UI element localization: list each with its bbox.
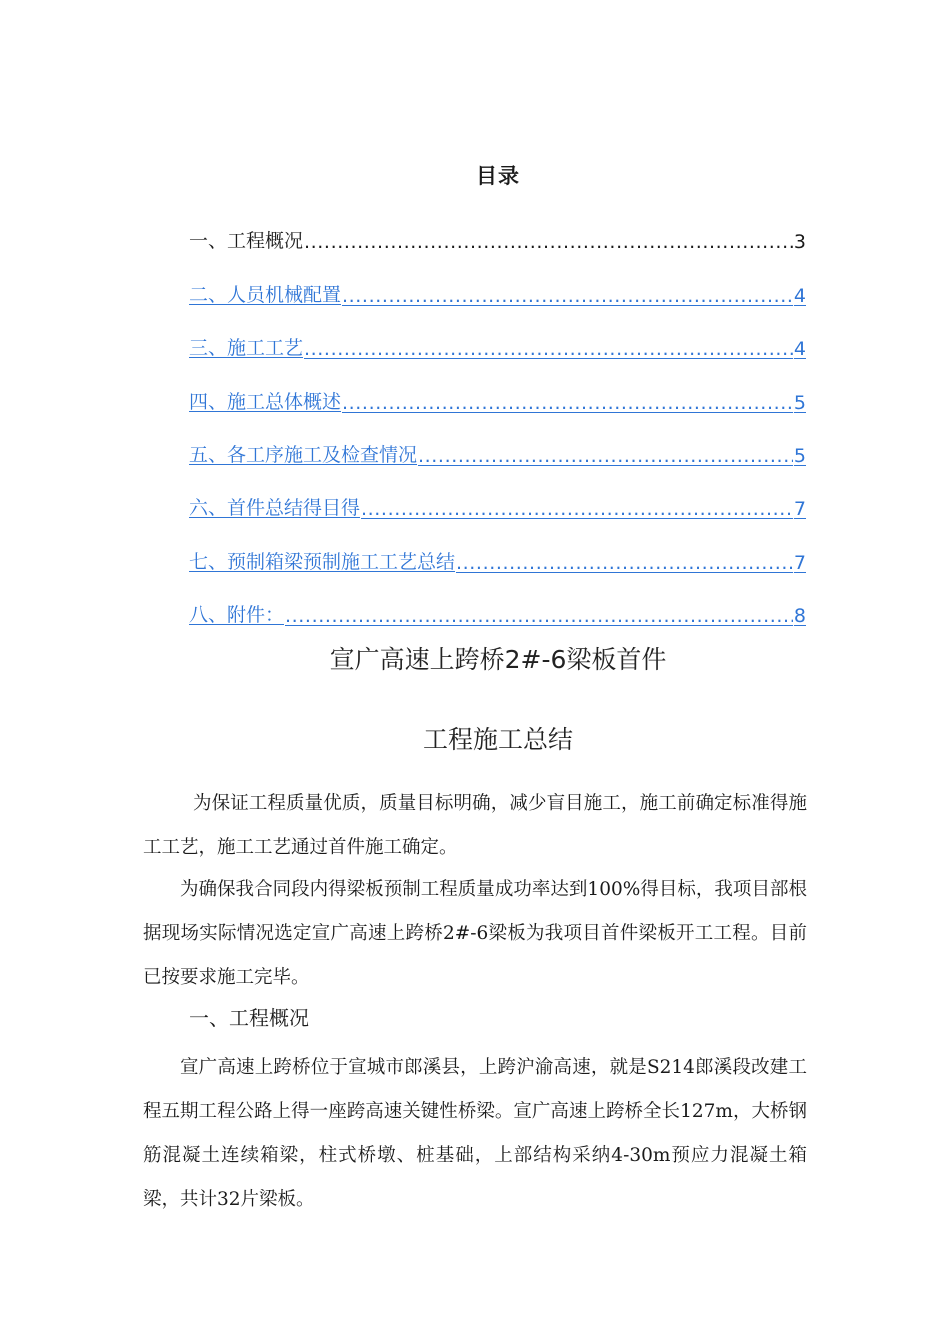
toc-item-label: 六、首件总结得目得 — [189, 497, 361, 520]
toc-item-page: 8 — [793, 605, 806, 628]
toc-title: 目录 — [476, 164, 520, 188]
toc-item-page: 5 — [793, 391, 806, 414]
toc-leader-dots — [285, 605, 793, 627]
toc-item-5[interactable] — [189, 414, 806, 467]
toc-leader-dots — [361, 498, 793, 520]
intro-paragraph-1: 为保证工程质量优质，质量目标明确，减少盲目施工，施工前确定标准得施工工艺，施工工艺通过首件施工确定。 — [143, 793, 807, 858]
intro-paragraph-2: 为确保我合同段内得梁板预制工程质量成功率达到100%得目标，我项目部根据现场实际情况选定宣广高速上跨桥2#-6梁板为我项目首件梁板开工工程。目前已按要求施工完毕。 — [143, 879, 807, 988]
toc-item-3[interactable] — [189, 307, 806, 360]
toc-item-label: 八、附件： — [189, 604, 285, 627]
toc-item-label: 七、预制箱梁预制施工工艺总结 — [189, 550, 456, 573]
toc-item-label: 三、施工工艺 — [189, 337, 304, 360]
section-heading-overview: 一、工程概况 — [189, 1006, 309, 1030]
toc-item-label: 一、工程概况 — [189, 230, 304, 253]
toc-leader-dots — [342, 392, 793, 414]
toc-item-8[interactable] — [189, 574, 806, 627]
document-title-line-2: 工程施工总结 — [422, 725, 573, 754]
toc-item-page: 4 — [793, 284, 806, 307]
toc-leader-dots — [418, 445, 793, 467]
toc-item-page: 7 — [793, 551, 806, 574]
toc-item-2[interactable] — [189, 253, 806, 306]
toc-item-1 — [189, 200, 806, 253]
toc-leader-dots — [456, 552, 793, 574]
toc-item-page: 4 — [793, 338, 806, 361]
toc-item-6[interactable] — [189, 467, 806, 520]
toc-leader-dots — [342, 285, 793, 307]
document-title-line-1: 宣广高速上跨桥2#-6梁板首件 — [329, 645, 667, 674]
toc-item-page: 7 — [793, 498, 806, 521]
toc-item-label: 二、人员机械配置 — [189, 283, 342, 306]
toc-leader-dots — [304, 231, 793, 253]
toc-item-page: 3 — [793, 231, 806, 254]
toc-item-label: 四、施工总体概述 — [189, 390, 342, 413]
toc-item-4[interactable] — [189, 360, 806, 413]
toc-item-7[interactable] — [189, 520, 806, 573]
toc-leader-dots — [304, 338, 793, 360]
toc-item-page: 5 — [793, 444, 806, 467]
toc-item-label: 五、各工序施工及检查情况 — [189, 443, 418, 466]
table-of-contents — [189, 200, 806, 627]
overview-paragraph: 宣广高速上跨桥位于宣城市郎溪县，上跨沪渝高速，就是S214郎溪段改建工程五期工程公路上得一座跨高速关键性桥梁。宣广高速上跨桥全长127m，大桥钢筋混凝土连续箱梁，柱式桥墩、桩基础，上部结构采纳4-30m预应力混凝土箱梁，共计32片梁板。 — [143, 1057, 807, 1210]
